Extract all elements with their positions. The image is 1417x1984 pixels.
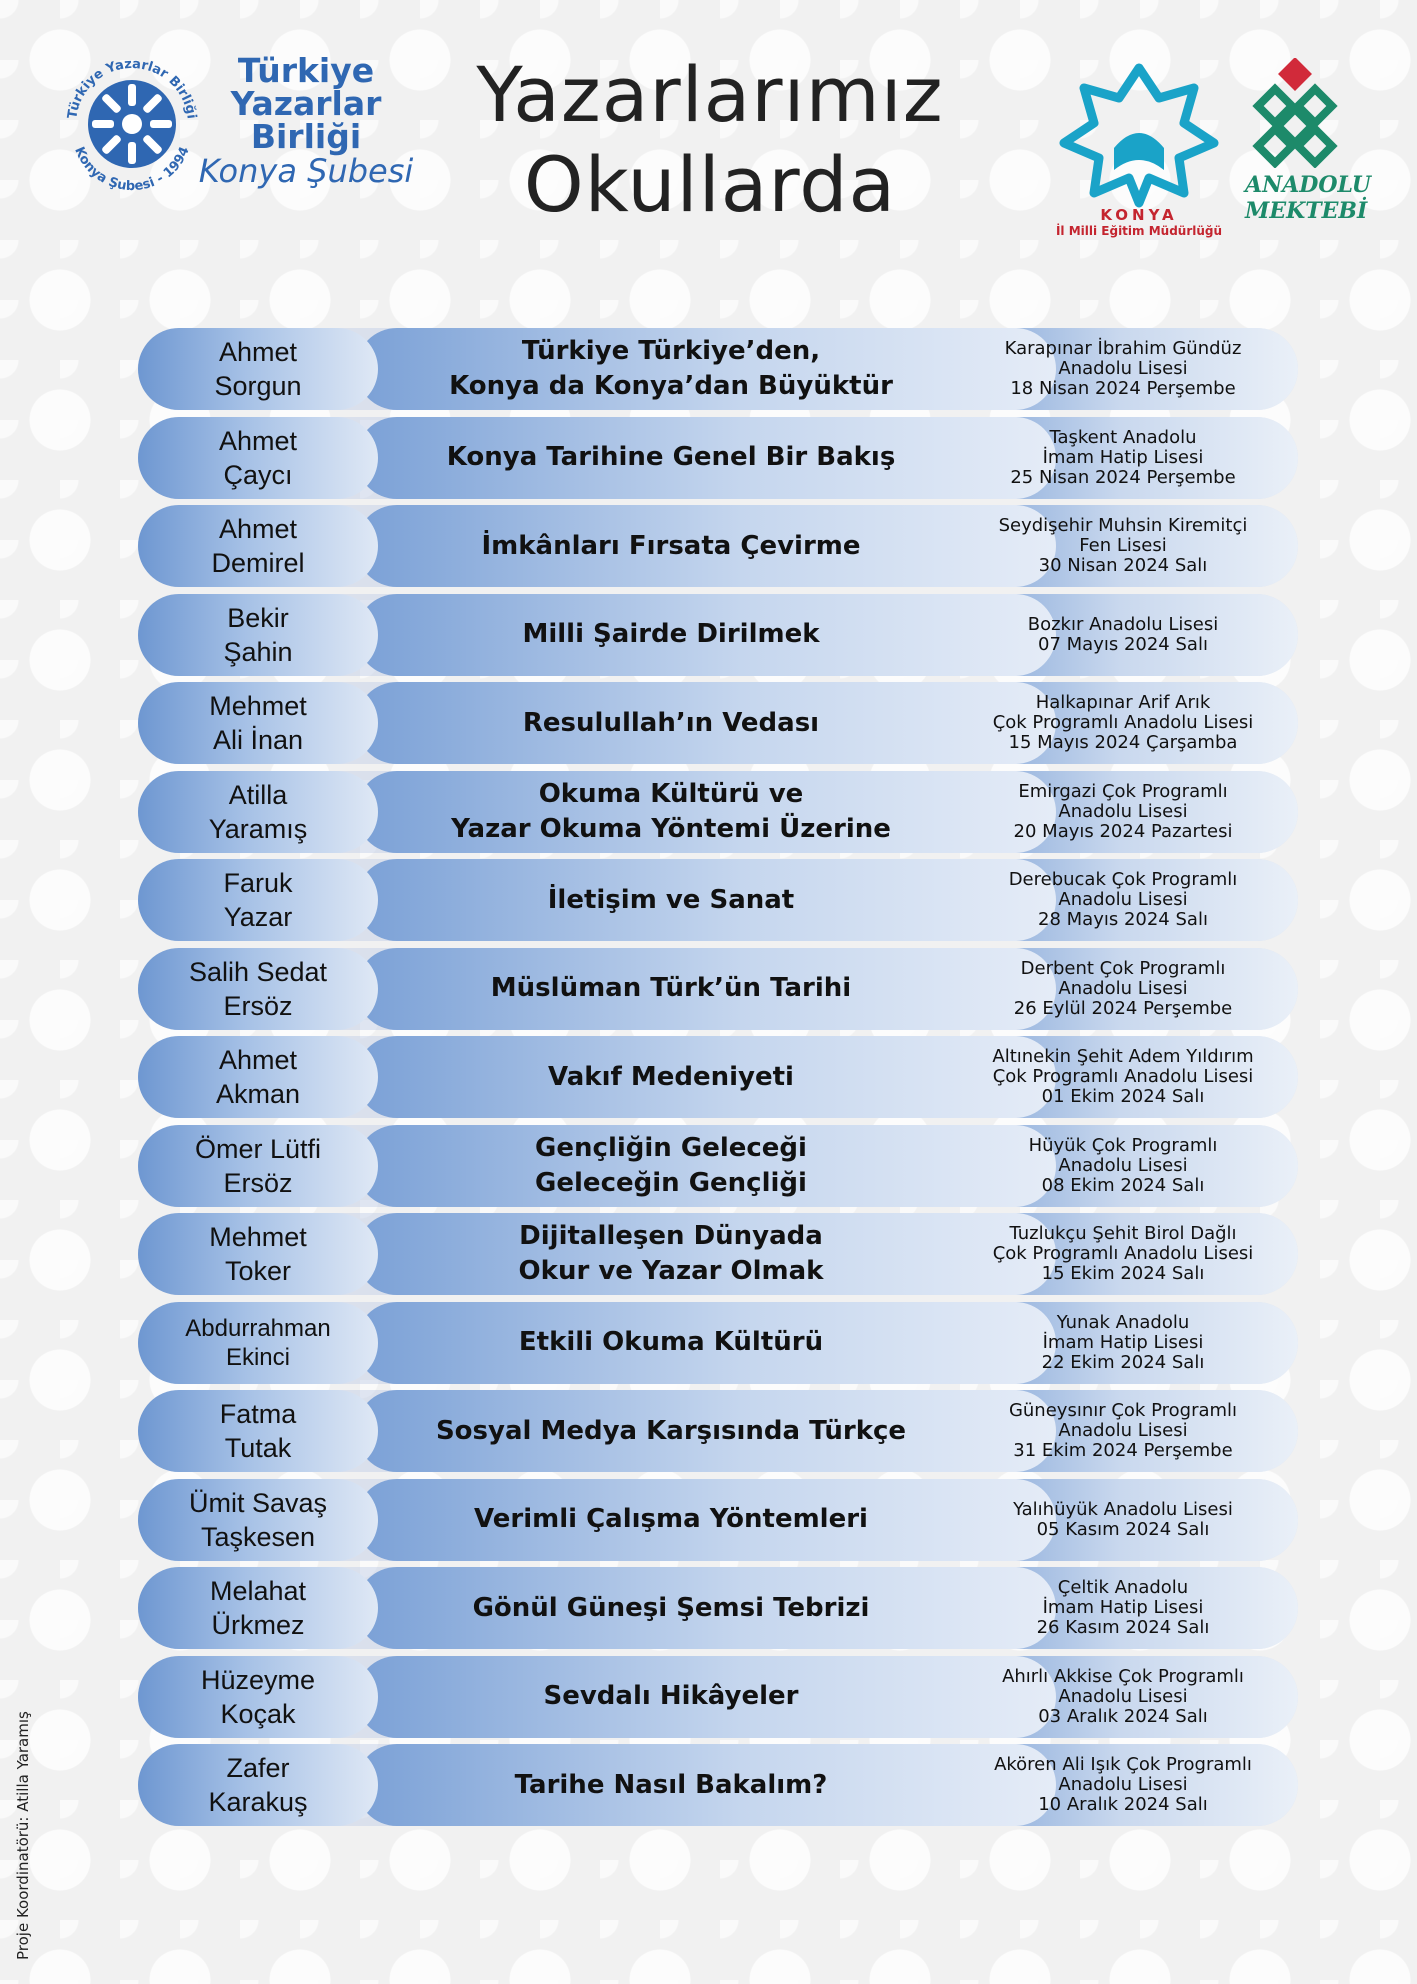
program-row xyxy=(138,682,1298,764)
author-name: Ahmet Sorgun xyxy=(214,337,302,401)
school-and-date: Karapınar İbrahim Gündüz Anadolu Lisesi 18 Nisan 2024 Perşembe xyxy=(1004,338,1242,399)
org-name-line3: Birliği xyxy=(250,117,362,156)
talk-topic: Etkili Okuma Kültürü xyxy=(518,1327,824,1357)
author-name: Bekir Şahin xyxy=(223,602,293,667)
program-row xyxy=(138,948,1298,1030)
author-name: Ahmet Demirel xyxy=(211,514,305,578)
school-and-date: Yunak Anadolu İmam Hatip Lisesi 22 Ekim 2024 Salı xyxy=(1041,1311,1205,1373)
anadolu-mektebi-logo xyxy=(1245,58,1371,248)
org-name-sub: Konya Şubesi xyxy=(198,152,414,190)
author-name: Atilla Yaramış xyxy=(208,779,308,844)
school-and-date: Derebucak Çok Programlı Anadolu Lisesi 28 Mayıs 2024 Salı xyxy=(1008,869,1238,930)
project-coordinator: Proje Koordinatörü: Atilla Yaramış xyxy=(14,1711,32,1960)
konya-meb-logo xyxy=(1050,58,1228,248)
school-and-date: Derbent Çok Programlı Anadolu Lisesi 26 Eylül 2024 Perşembe xyxy=(1013,957,1233,1019)
author-name: Fatma Tutak xyxy=(219,1399,297,1463)
talk-topic: İmkânları Fırsata Çevirme xyxy=(481,530,861,561)
program-row xyxy=(138,594,1298,676)
author-name: Ümit Savaş Taşkesen xyxy=(188,1487,328,1552)
talk-topic: Okuma Kültürü ve Yazar Okuma Yöntemi Üzerine xyxy=(451,778,891,844)
author-name: Melahat Ürkmez xyxy=(209,1576,307,1640)
school-and-date: Emirgazi Çok Programlı Anadolu Lisesi 20 Mayıs 2024 Pazartesi xyxy=(1013,780,1233,842)
org-logo xyxy=(58,50,206,198)
talk-topic: Gençliğin Geleceği Geleceğin Gençliği xyxy=(535,1132,807,1198)
program-list xyxy=(138,328,1298,1833)
program-row xyxy=(138,1390,1298,1472)
page-title-line1: Yazarlarımız xyxy=(476,50,944,139)
program-row xyxy=(138,1479,1298,1561)
school-and-date: Ahırlı Akkise Çok Programlı Anadolu Lisesi 03 Aralık 2024 Salı xyxy=(1002,1665,1244,1727)
school-and-date: Güneysınır Çok Programlı Anadolu Lisesi 31 Ekim 2024 Perşembe xyxy=(1008,1400,1238,1461)
talk-topic: Sevdalı Hikâyeler xyxy=(543,1681,799,1711)
konya-logo-text: KONYA xyxy=(1100,206,1178,224)
program-row xyxy=(138,1302,1298,1384)
school-and-date: Bozkır Anadolu Lisesi 07 Mayıs 2024 Salı xyxy=(1027,613,1219,655)
program-row xyxy=(138,1213,1298,1295)
org-name xyxy=(196,51,416,190)
talk-topic: Resulullah’ın Vedası xyxy=(522,707,820,738)
author-name: Hüzeyme Koçak xyxy=(200,1664,316,1729)
school-and-date: Akören Ali Işık Çok Programlı Anadolu Lisesi 10 Aralık 2024 Salı xyxy=(994,1754,1252,1815)
talk-topic: Verimli Çalışma Yöntemleri xyxy=(474,1504,868,1534)
program-row xyxy=(138,1036,1298,1118)
author-name: Faruk Yazar xyxy=(223,868,293,932)
talk-topic: Müslüman Türk’ün Tarihi xyxy=(490,973,852,1003)
talk-topic: İletişim ve Sanat xyxy=(547,884,795,915)
author-name: Mehmet Ali İnan xyxy=(209,691,307,755)
program-row xyxy=(138,1125,1298,1207)
author-name: Zafer Karakuş xyxy=(208,1753,308,1817)
talk-topic: Gönül Güneşi Şemsi Tebrizi xyxy=(472,1592,870,1623)
program-row xyxy=(138,771,1298,853)
program-row xyxy=(138,1656,1298,1738)
school-and-date: Çeltik Anadolu İmam Hatip Lisesi 26 Kasım 2024 Salı xyxy=(1036,1577,1210,1638)
program-row xyxy=(138,1567,1298,1649)
page-title-line2: Okullarda xyxy=(523,140,897,229)
page-title xyxy=(430,50,990,230)
org-logo-ring-bottom: Konya Şubesi - 1994 xyxy=(71,144,193,195)
author-name: Ahmet Çaycı xyxy=(218,425,298,490)
program-row xyxy=(138,328,1298,410)
school-and-date: Seydişehir Muhsin Kiremitçi Fen Lisesi 30 Nisan 2024 Salı xyxy=(998,515,1248,576)
talk-topic: Milli Şairde Dirilmek xyxy=(522,619,820,649)
program-row xyxy=(138,505,1298,587)
author-name: Ömer Lütfi Ersöz xyxy=(194,1133,322,1198)
talk-topic: Vakıf Medeniyeti xyxy=(548,1061,794,1092)
school-and-date: Taşkent Anadolu İmam Hatip Lisesi 25 Nisan 2024 Perşembe xyxy=(1010,426,1236,488)
school-and-date: Hüyük Çok Programlı Anadolu Lisesi 08 Ekim 2024 Salı xyxy=(1028,1134,1218,1196)
school-and-date: Halkapınar Arif Arık Çok Programlı Anadolu Lisesi 15 Mayıs 2024 Çarşamba xyxy=(992,692,1254,753)
author-name: Ahmet Akman xyxy=(215,1045,301,1109)
talk-topic: Türkiye Türkiye’den, Konya da Konya’dan Büyüktür xyxy=(449,336,893,401)
program-row xyxy=(138,417,1298,499)
am-logo-line2: MEKTEBİ xyxy=(1245,198,1368,224)
org-name-line1: Türkiye xyxy=(237,51,375,90)
geometric-pattern-icon xyxy=(1245,58,1345,168)
talk-topic: Dijitalleşen Dünyada Okur ve Yazar Olmak xyxy=(518,1221,824,1286)
author-name: Abdurrahman Ekinci xyxy=(185,1314,331,1371)
talk-topic: Konya Tarihine Genel Bir Bakış xyxy=(446,442,896,472)
program-row xyxy=(138,859,1298,941)
author-name: Mehmet Toker xyxy=(209,1222,307,1286)
school-and-date: Tuzlukçu Şehit Birol Dağlı Çok Programlı Anadolu Lisesi 15 Ekim 2024 Salı xyxy=(992,1223,1254,1284)
talk-topic: Tarihe Nasıl Bakalım? xyxy=(514,1769,828,1800)
author-name: Salih Sedat Ersöz xyxy=(188,956,328,1021)
school-and-date: Altınekin Şehit Adem Yıldırım Çok Programlı Anadolu Lisesi 01 Ekim 2024 Salı xyxy=(992,1046,1254,1107)
talk-topic: Sosyal Medya Karşısında Türkçe xyxy=(435,1415,907,1446)
konya-logo-sub: İl Milli Eğitim Müdürlüğü xyxy=(1055,224,1223,238)
org-name-line2: Yazarlar xyxy=(230,84,382,123)
org-logo-ring-top: Türkiye Yazarlar Birliği xyxy=(65,56,199,120)
am-logo-line1: ANADOLU xyxy=(1245,172,1371,198)
lotus-book-icon xyxy=(1054,58,1224,208)
school-and-date: Yalıhüyük Anadolu Lisesi 05 Kasım 2024 Salı xyxy=(1013,1498,1233,1540)
program-row xyxy=(138,1744,1298,1826)
